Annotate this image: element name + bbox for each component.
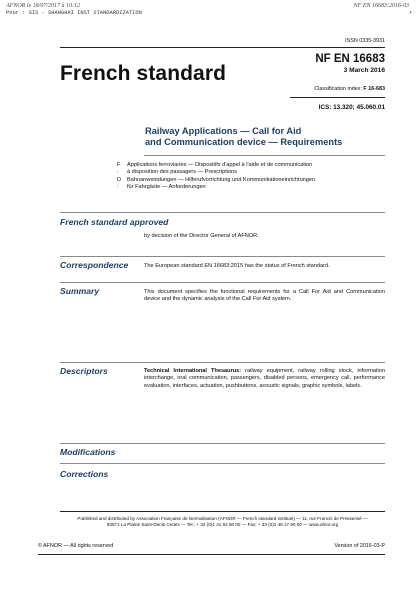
copyright: © AFNOR — All rights reserved <box>38 543 114 549</box>
section-heading-corrections: Corrections <box>60 469 109 479</box>
section-divider <box>60 282 385 283</box>
section-heading-correspondence: Correspondence <box>60 260 129 270</box>
stamp-standard-reference <box>353 3 412 15</box>
title-divider <box>144 155 385 156</box>
section-text-descriptors <box>144 368 385 390</box>
thesaurus-label: Technical International Thesaurus: <box>144 368 242 374</box>
stamp-tick: F <box>409 10 412 15</box>
language-title-text <box>127 162 387 176</box>
section-heading-summary: Summary <box>60 286 100 296</box>
section-heading-approved: French standard approved <box>60 217 169 227</box>
section-text-correspondence: The European standard EN 16683:2015 has the status of French standard. <box>144 263 330 269</box>
top-divider <box>60 47 385 48</box>
ics-codes: ICS: 13.320; 45.060.01 <box>318 104 385 111</box>
publication-date: 3 March 2016 <box>343 67 385 74</box>
download-stamp-date: AFNOR le 18/07/2017 à 10:12 <box>6 3 80 9</box>
standard-number: NF EN 16683 <box>315 53 385 65</box>
publisher-line2: 93571 La Plaine Saint-Denis Cedex — Tel.: + 33 (0)1 41 62 80 00 — Fax: + 33 (0)1 49 17 90 00 — www.afnor.org <box>106 522 339 528</box>
thesaurus-terms: railway equipment, railway rolling stock, information interchange, oral communication, passengers, disabled persons, emergency call, performance evaluation, interfaces, actuation, pushbuttons, acoustic signals, graphic symbols, labels. <box>144 368 385 389</box>
document-version: Version of 2016-03-P <box>334 543 385 549</box>
section-divider <box>60 443 385 444</box>
ics-divider <box>290 97 385 98</box>
classification-value: F 16-683 <box>363 86 385 92</box>
section-text-summary: This document specifies the functional requirements for a Call For Aid and Communication device and the dynamic analysis of the Call For Aid system. <box>144 289 385 303</box>
language-title-line1: Bahnanweindungen — Hilferufvorrichtung und Kommunikationeinrichtungen <box>127 177 316 183</box>
language-title-text <box>127 177 387 191</box>
footer-divider <box>60 511 385 512</box>
language-code: D : <box>117 177 122 191</box>
stamp-reference-text: NF EN 16683:2016-03 <box>353 3 409 9</box>
section-divider <box>60 463 385 464</box>
language-title-line2: für Fahrgäste — Anforderungen <box>127 184 206 191</box>
document-title <box>145 126 342 147</box>
classification-index <box>314 86 385 92</box>
bottom-divider <box>38 554 385 555</box>
language-title-line1: Applications ferroviaires — Dispositifs d'appel à l'aide et de communication <box>127 162 313 168</box>
page-title: French standard <box>60 62 227 85</box>
document-title-line2: and Communication device — Requirements <box>145 136 343 147</box>
section-divider <box>60 362 385 363</box>
issn: ISSN 0335-3931 <box>345 38 385 44</box>
section-divider <box>60 212 385 213</box>
publisher-info <box>60 516 385 528</box>
classification-label: Classification index: <box>314 86 364 92</box>
section-heading-descriptors: Descriptors <box>60 366 108 376</box>
language-title-line2: à disposition des passagers — Prescriptions <box>127 169 238 176</box>
document-title-line1: Railway Applications — Call for Aid <box>145 126 302 136</box>
section-divider <box>60 256 385 257</box>
language-code: F : <box>117 162 121 176</box>
download-stamp-recipient: Pour : SIS - SHANGHAI INST STANDARDIZATION <box>6 10 142 16</box>
publisher-line1: Published and distributed by Association Française de Normalisation (AFNOR — French standard institute) — 11, rue Francis de Pressensé — <box>77 516 368 521</box>
section-heading-modifications: Modifications <box>60 447 116 457</box>
section-text-approved: by decision of the Director General of AFNOR. <box>144 233 259 239</box>
